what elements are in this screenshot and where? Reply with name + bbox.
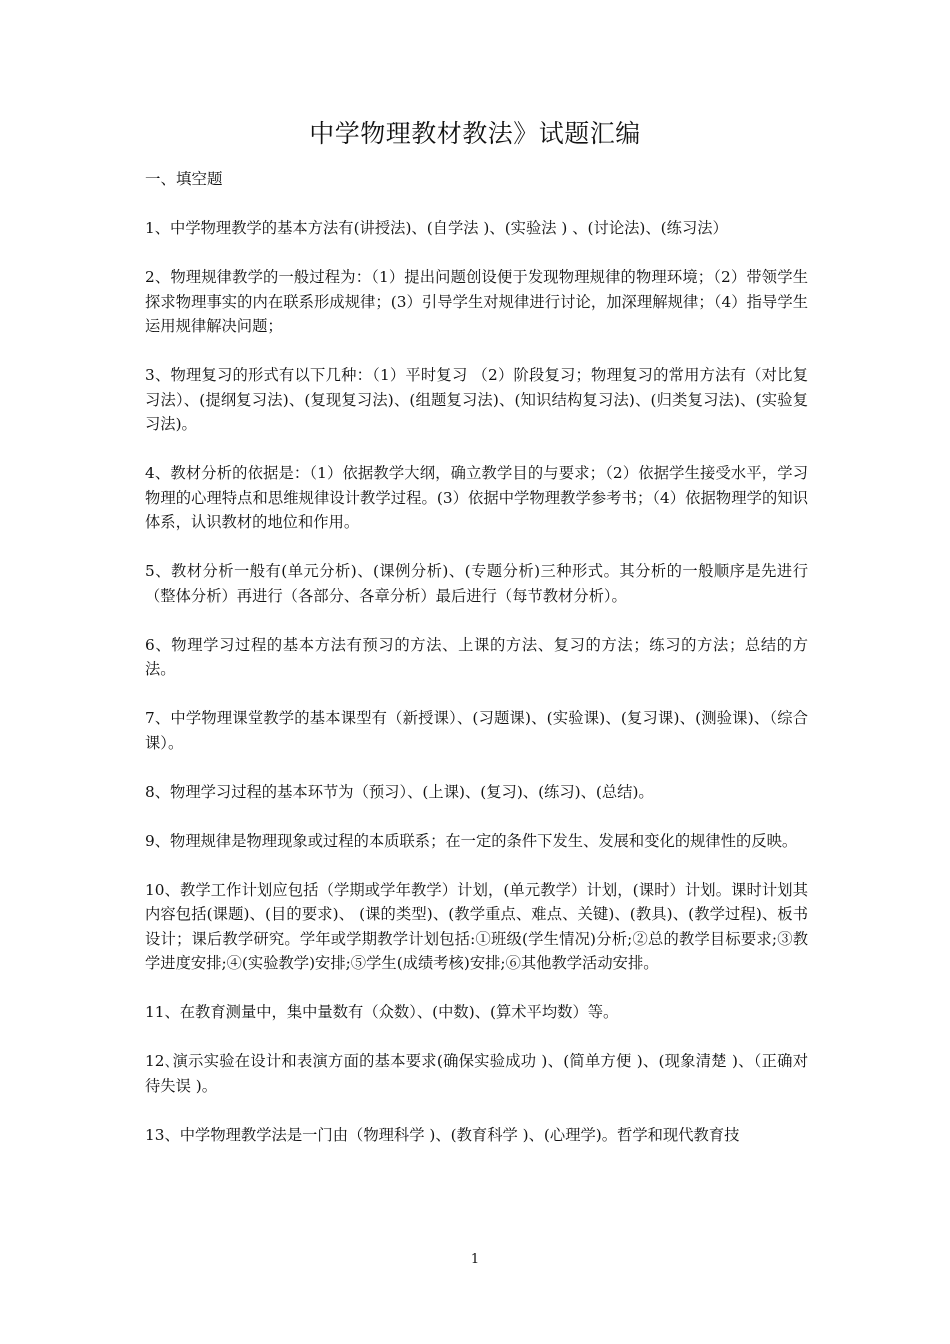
question-item: 9、物理规律是物理现象或过程的本质联系；在一定的条件下发生、发展和变化的规律性的反映。 xyxy=(145,831,798,850)
question-item: 6、物理学习过程的基本方法有预习的方法、上课的方法、复习的方法；练习的方法；总结的方法。 xyxy=(145,635,808,678)
question-item: 11、在教育测量中，集中量数有（众数）、(中数)、(算术平均数）等。 xyxy=(145,1003,619,1021)
question-item: 2、物理规律教学的一般过程为：（1）提出问题创设便于发现物理规律的物理环境；（2）带领学生探求物理事实的内在联系形成规律；(3）引导学生对规律进行讨论，加深理解规律；（4）指导学生运用规律解决问题； xyxy=(145,268,808,335)
document-title: 中学物理教材教法》试题汇编 xyxy=(309,119,641,148)
question-item: 12､演示实验在设计和表演方面的基本要求(确保实验成功 )、(简单方便 )、(现象清楚 )、（正确对待失误 )。 xyxy=(145,1052,808,1095)
question-item: 4、教材分析的依据是：（1）依据教学大纲，确立教学目的与要求；（2）依据学生接受水平，学习物理的心理特点和思维规律设计教学过程。(3）依据中学物理教学参考书；（4）依据物理学的知识体系，认识教材的地位和作用。 xyxy=(145,464,808,531)
question-item: 7、中学物理课堂教学的基本课型有（新授课）、(习题课)、(实验课)、(复习课)、(测验课)、（综合课）。 xyxy=(145,709,808,752)
question-item: 1、中学物理教学的基本方法有(讲授法)、(自学法 )、(实验法 ) 、(讨论法)、(练习法） xyxy=(145,219,728,237)
question-item: 13、中学物理教学法是一门由（物理科学 )、(教育科学 )、(心理学)。哲学和现代教育技 xyxy=(145,1125,740,1144)
question-list xyxy=(145,216,808,1172)
question-item: 3、物理复习的形式有以下几种：（1）平时复习 （2）阶段复习；物理复习的常用方法有（对比复习法）、(提纲复习法)、(复现复习法)、(组题复习法)、(知识结构复习法)、(归类复习法)、(实验复习法)。 xyxy=(145,366,808,433)
question-item: 10、教学工作计划应包括（学期或学年教学）计划，(单元教学）计划，(课时）计划。课时计划其内容包括(课题)、(目的要求)、 (课的类型)、(教学重点、难点、关键)、(教具)、(教学过程)、板书设计；课后教学研究。学年或学期教学计划包括:①班级(学生情况)分析;②总的教学目标要求;③教学进度安排;④(实验教学)安排;⑤学生(成绩考核)安排;⑥其他教学活动安排。 xyxy=(145,880,808,972)
question-item: 5、教材分析一般有(单元分析)、(课例分析)、(专题分析)三种形式。其分析的一般顺序是先进行（整体分析）再进行（各部分、各章分析）最后进行（每节教材分析）。 xyxy=(145,562,808,605)
page-number: 1 xyxy=(470,1252,480,1267)
question-item: 8、物理学习过程的基本环节为（预习）、(上课)、(复习)、(练习)、(总结)。 xyxy=(145,782,654,801)
section-heading: 一、填空题 xyxy=(145,170,223,188)
